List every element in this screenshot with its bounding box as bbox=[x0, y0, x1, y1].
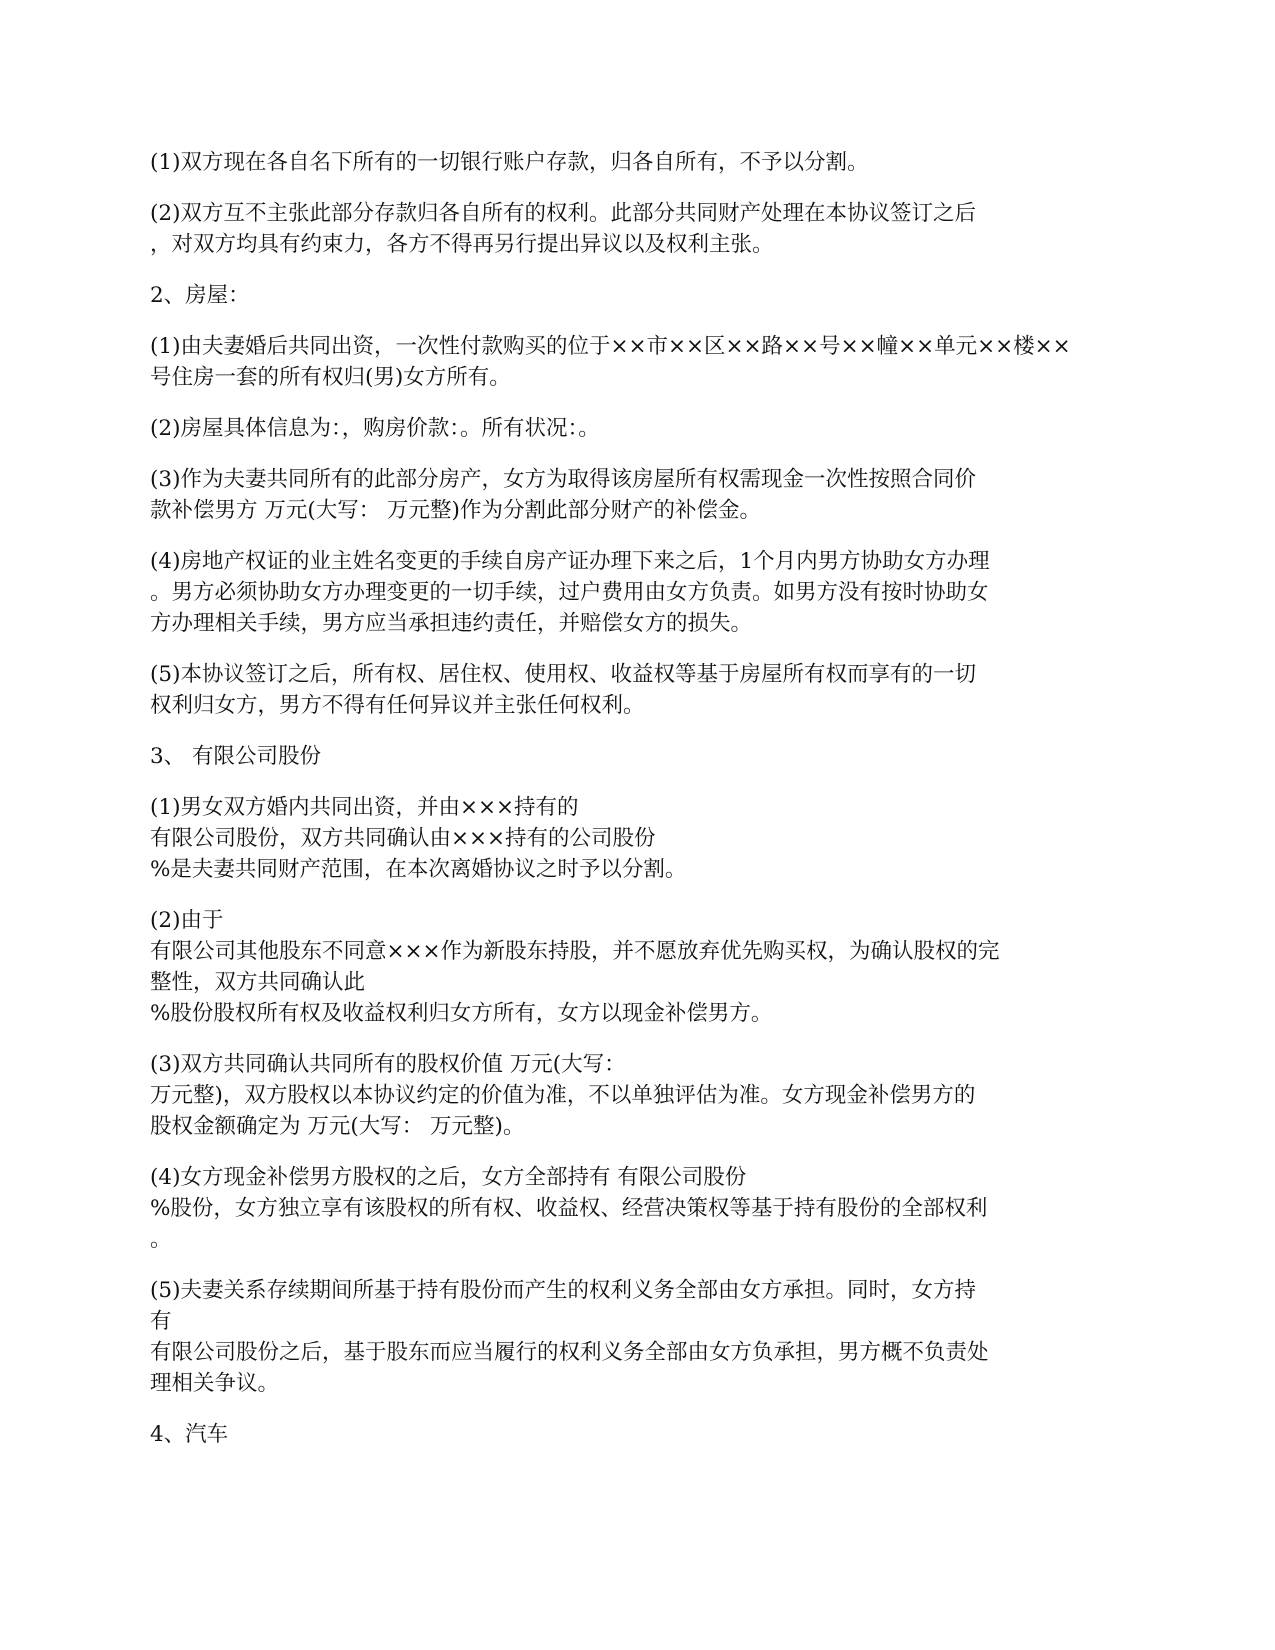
paragraph-shares-value bbox=[150, 1049, 1130, 1142]
section-heading-company-shares bbox=[150, 741, 1130, 772]
text-line: (1)双方现在各自名下所有的一切银行账户存款，归各自所有，不予以分割。 bbox=[150, 150, 869, 175]
text-line: 款补偿男方 万元(大写： 万元整)作为分割此部分财产的补偿金。 bbox=[150, 498, 761, 523]
text-line: 有限公司股份之后，基于股东而应当履行的权利义务全部由女方负承担，男方概不负责处 bbox=[150, 1340, 989, 1365]
text-line: 万元整)，双方股权以本协议约定的价值为准，不以单独评估为准。女方现金补偿男方的 bbox=[150, 1083, 976, 1108]
text-line: (3)双方共同确认共同所有的股权价值 万元(大写： bbox=[150, 1052, 626, 1077]
section-heading-house bbox=[150, 280, 1130, 311]
text-line: 有限公司股份，双方共同确认由×××持有的公司股份 bbox=[150, 826, 656, 851]
text-line: ，对双方均具有约束力，各方不得再另行提出异议以及权利主张。 bbox=[150, 232, 774, 257]
text-line: 2、房屋： bbox=[150, 283, 250, 308]
text-line: 号住房一套的所有权归(男)女方所有。 bbox=[150, 365, 511, 390]
paragraph-shares-obligations bbox=[150, 1275, 1130, 1399]
document-page bbox=[150, 147, 1130, 1470]
text-line: %股份股权所有权及收益权利归女方所有，女方以现金补偿男方。 bbox=[150, 1001, 773, 1026]
text-line: (1)男女双方婚内共同出资，并由×××持有的 bbox=[150, 795, 579, 820]
paragraph-deposit-waiver bbox=[150, 198, 1130, 260]
text-line: 。 bbox=[150, 1227, 172, 1252]
text-line: %是夫妻共同财产范围，在本次离婚协议之时予以分割。 bbox=[150, 857, 687, 882]
text-line: %股份，女方独立享有该股权的所有权、收益权、经营决策权等基于持有股份的全部权利 bbox=[150, 1196, 988, 1221]
paragraph-shares-to-wife bbox=[150, 905, 1130, 1029]
text-line: (4)女方现金补偿男方股权的之后，女方全部持有 有限公司股份 bbox=[150, 1165, 747, 1190]
section-heading-car bbox=[150, 1419, 1130, 1450]
paragraph-house-rights bbox=[150, 659, 1130, 721]
text-line: 有限公司其他股东不同意×××作为新股东持股，并不愿放弃优先购买权，为确认股权的完 bbox=[150, 939, 1000, 964]
paragraph-house-info bbox=[150, 413, 1130, 444]
paragraph-shares-after-compensation bbox=[150, 1162, 1130, 1255]
text-line: 权利归女方，男方不得有任何异议并主张任何权利。 bbox=[150, 693, 645, 718]
text-line: 。男方必须协助女方办理变更的一切手续，过户费用由女方负责。如男方没有按时协助女 bbox=[150, 580, 989, 605]
text-line: (2)由于 bbox=[150, 908, 224, 933]
text-line: (5)夫妻关系存续期间所基于持有股份而产生的权利义务全部由女方承担。同时，女方持 bbox=[150, 1278, 976, 1303]
paragraph-shares-joint-property bbox=[150, 792, 1130, 885]
text-line: (2)双方互不主张此部分存款归各自所有的权利。此部分共同财产处理在本协议签订之后 bbox=[150, 201, 976, 226]
text-line: 有 bbox=[150, 1309, 172, 1334]
text-line: 3、 有限公司股份 bbox=[150, 744, 322, 769]
paragraph-house-compensation bbox=[150, 464, 1130, 526]
paragraph-house-ownership bbox=[150, 331, 1130, 393]
text-line: (5)本协议签订之后，所有权、居住权、使用权、收益权等基于房屋所有权而享有的一切 bbox=[150, 662, 976, 687]
text-line: (2)房屋具体信息为：，购房价款：。所有状况：。 bbox=[150, 416, 600, 441]
text-line: 股权金额确定为 万元(大写： 万元整)。 bbox=[150, 1114, 525, 1139]
paragraph-deposit-ownership bbox=[150, 147, 1130, 178]
text-line: 整性，双方共同确认此 bbox=[150, 970, 366, 995]
text-line: (3)作为夫妻共同所有的此部分房产，女方为取得该房屋所有权需现金一次性按照合同价 bbox=[150, 467, 976, 492]
text-line: (4)房地产权证的业主姓名变更的手续自房产证办理下来之后，1个月内男方协助女方办理 bbox=[150, 549, 990, 574]
text-line: (1)由夫妻婚后共同出资，一次性付款购买的位于××市××区××路××号××幢××单元××楼×× bbox=[150, 334, 1071, 359]
paragraph-house-title-transfer bbox=[150, 546, 1130, 639]
text-line: 4、汽车 bbox=[150, 1422, 229, 1447]
text-line: 方办理相关手续，男方应当承担违约责任，并赔偿女方的损失。 bbox=[150, 611, 753, 636]
text-line: 理相关争议。 bbox=[150, 1371, 280, 1396]
